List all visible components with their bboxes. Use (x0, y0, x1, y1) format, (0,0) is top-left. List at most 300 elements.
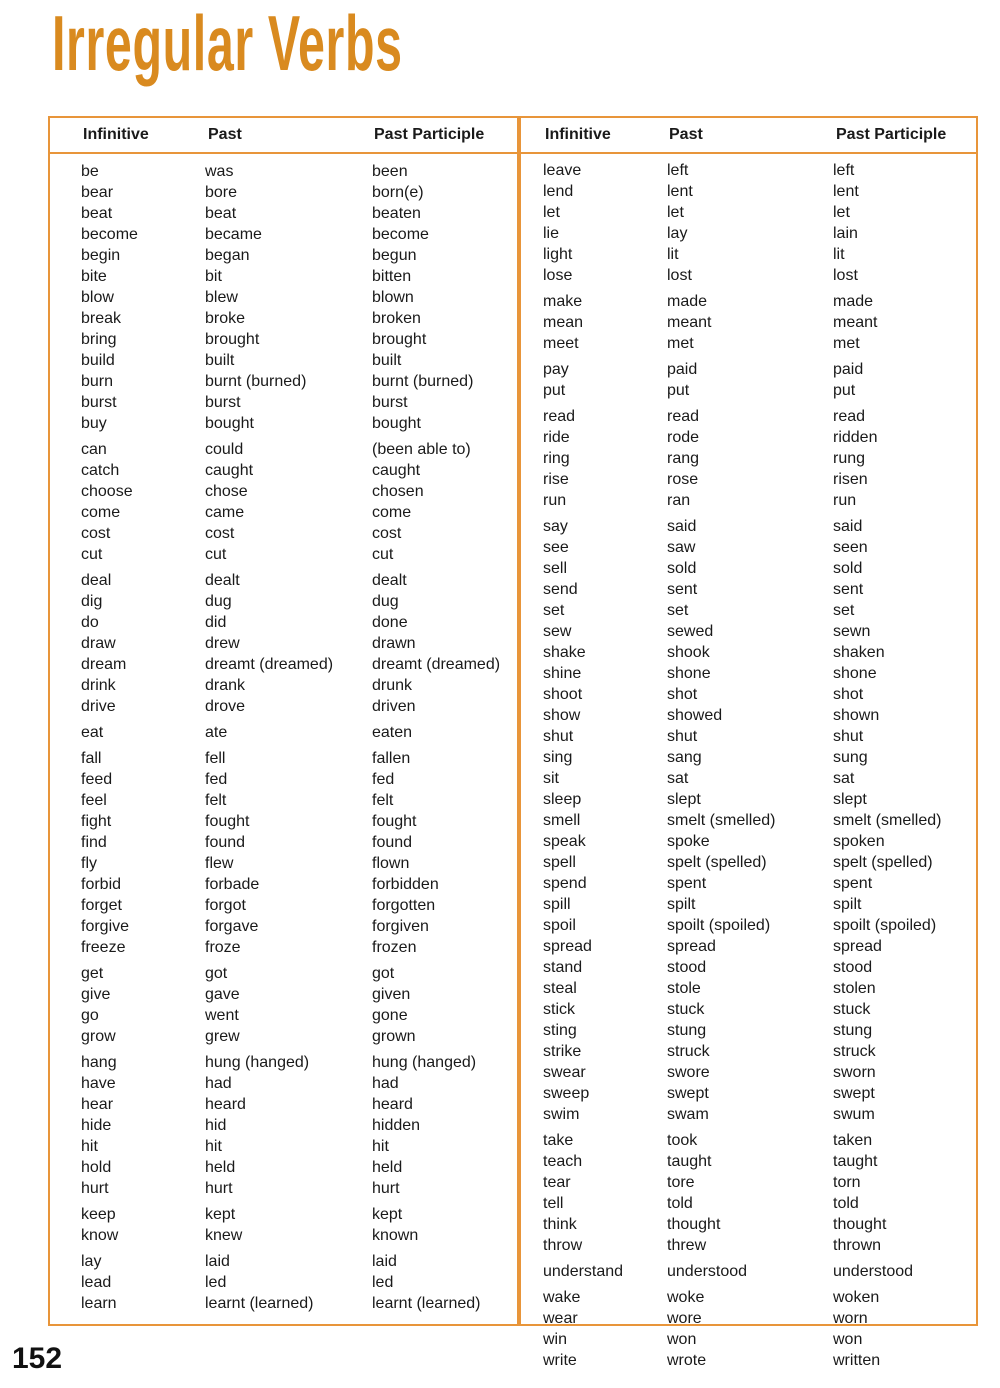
past-cell: sold (667, 560, 697, 577)
table-row (521, 223, 976, 244)
past-participle-cell: sent (833, 581, 864, 598)
table-row (521, 873, 976, 894)
past-participle-cell: put (833, 382, 856, 399)
past-participle-cell: (been able to) (372, 441, 471, 458)
infinitive-cell: be (81, 163, 99, 180)
table-row (521, 333, 976, 354)
past-participle-cell: stuck (833, 1001, 871, 1018)
past-participle-cell: worn (833, 1310, 868, 1327)
past-participle-cell: risen (833, 471, 868, 488)
infinitive-cell: read (543, 408, 576, 425)
past-cell: began (205, 247, 250, 264)
infinitive-cell: wear (543, 1310, 578, 1327)
table-row (521, 768, 976, 789)
past-cell: bought (205, 415, 254, 432)
header-past: Past (208, 126, 242, 143)
infinitive-cell: draw (81, 635, 116, 652)
past-participle-cell: shut (833, 728, 864, 745)
past-cell: let (667, 204, 684, 221)
past-cell: found (205, 834, 246, 851)
past-participle-cell: woken (833, 1289, 880, 1306)
infinitive-cell: ring (543, 450, 570, 467)
past-cell: flew (205, 855, 234, 872)
table-row (521, 579, 976, 600)
past-participle-cell: sold (833, 560, 863, 577)
past-participle-cell: built (372, 352, 402, 369)
past-cell: chose (205, 483, 248, 500)
infinitive-cell: lay (81, 1253, 102, 1270)
table-row (521, 1130, 976, 1151)
past-participle-cell: sworn (833, 1064, 876, 1081)
past-participle-cell: been (372, 163, 408, 180)
past-participle-cell: brought (372, 331, 427, 348)
past-cell: told (667, 1195, 693, 1212)
past-cell: sang (667, 749, 702, 766)
table-row (521, 1193, 976, 1214)
table-row (50, 1005, 518, 1026)
infinitive-cell: go (81, 1007, 99, 1024)
infinitive-cell: dream (81, 656, 127, 673)
infinitive-cell: lend (543, 183, 574, 200)
past-participle-cell: left (833, 162, 855, 179)
past-cell: blew (205, 289, 238, 306)
past-cell: sat (667, 770, 689, 787)
past-participle-cell: paid (833, 361, 864, 378)
past-cell: knew (205, 1227, 243, 1244)
table-row (50, 790, 518, 811)
infinitive-cell: hurt (81, 1180, 109, 1197)
table-row (521, 1350, 976, 1371)
past-participle-cell: heard (372, 1096, 413, 1113)
infinitive-cell: stand (543, 959, 583, 976)
infinitive-cell: learn (81, 1295, 117, 1312)
past-participle-cell: felt (372, 792, 394, 809)
infinitive-cell: hear (81, 1096, 114, 1113)
past-cell: learnt (learned) (205, 1295, 314, 1312)
past-cell: rode (667, 429, 700, 446)
past-participle-cell: sat (833, 770, 855, 787)
past-participle-cell: chosen (372, 483, 424, 500)
header-past: Past (669, 126, 703, 143)
past-participle-cell: hit (372, 1138, 389, 1155)
infinitive-cell: cut (81, 546, 103, 563)
past-cell: stung (667, 1022, 707, 1039)
infinitive-cell: think (543, 1216, 577, 1233)
past-participle-cell: forbidden (372, 876, 439, 893)
infinitive-cell: sew (543, 623, 572, 640)
right-verb-list (521, 154, 976, 1371)
infinitive-cell: shine (543, 665, 582, 682)
past-cell: showed (667, 707, 723, 724)
table-row (521, 663, 976, 684)
past-cell: froze (205, 939, 241, 956)
table-row (50, 811, 518, 832)
infinitive-cell: spell (543, 854, 576, 871)
page-number: 152 (12, 1342, 63, 1375)
past-participle-cell: stung (833, 1022, 873, 1039)
past-participle-cell: spread (833, 938, 882, 955)
past-cell: thought (667, 1216, 721, 1233)
infinitive-cell: spread (543, 938, 592, 955)
past-cell: said (667, 518, 697, 535)
header-past-participle: Past Participle (374, 126, 485, 143)
past-cell: felt (205, 792, 227, 809)
past-cell: swore (667, 1064, 710, 1081)
past-cell: bit (205, 268, 222, 285)
past-cell: beat (205, 205, 237, 222)
past-cell: meant (667, 314, 712, 331)
past-participle-cell: lit (833, 246, 845, 263)
table-row (50, 1225, 518, 1246)
table-row (50, 245, 518, 266)
table-row (521, 244, 976, 265)
right-panel (521, 116, 976, 1371)
past-participle-cell: blown (372, 289, 414, 306)
table-row (521, 160, 976, 181)
infinitive-cell: freeze (81, 939, 126, 956)
past-cell: lit (667, 246, 679, 263)
header-past-participle: Past Participle (836, 126, 947, 143)
infinitive-cell: sleep (543, 791, 582, 808)
past-cell: tore (667, 1174, 695, 1191)
infinitive-cell: can (81, 441, 107, 458)
infinitive-cell: mean (543, 314, 584, 331)
past-cell: went (205, 1007, 239, 1024)
table-row (50, 1026, 518, 1047)
infinitive-cell: fight (81, 813, 112, 830)
past-cell: spelt (spelled) (667, 854, 767, 871)
infinitive-cell: win (543, 1331, 568, 1348)
past-participle-cell: known (372, 1227, 419, 1244)
past-cell: sent (667, 581, 698, 598)
table-row (50, 266, 518, 287)
past-cell: heard (205, 1096, 246, 1113)
table-row (521, 1308, 976, 1329)
past-participle-cell: seen (833, 539, 868, 556)
infinitive-cell: ride (543, 429, 570, 446)
infinitive-cell: drink (81, 677, 116, 694)
past-participle-cell: bought (372, 415, 421, 432)
past-participle-cell: set (833, 602, 855, 619)
table-row (50, 203, 518, 224)
table-row (50, 544, 518, 565)
past-participle-cell: gone (372, 1007, 408, 1024)
past-participle-cell: come (372, 504, 412, 521)
infinitive-cell: know (81, 1227, 119, 1244)
past-cell: had (205, 1075, 232, 1092)
infinitive-cell: steal (543, 980, 577, 997)
infinitive-cell: sell (543, 560, 568, 577)
past-participle-cell: caught (372, 462, 421, 479)
past-cell: caught (205, 462, 254, 479)
table-row (50, 502, 518, 523)
past-cell: smelt (smelled) (667, 812, 776, 829)
infinitive-cell: burn (81, 373, 114, 390)
infinitive-cell: hide (81, 1117, 112, 1134)
table-row (521, 936, 976, 957)
table-row (521, 490, 976, 511)
past-participle-cell: cost (372, 525, 402, 542)
table-row (521, 978, 976, 999)
past-participle-cell: told (833, 1195, 859, 1212)
table-row (50, 853, 518, 874)
past-participle-cell: forgiven (372, 918, 429, 935)
past-participle-cell: thought (833, 1216, 887, 1233)
past-participle-cell: spent (833, 875, 873, 892)
infinitive-cell: take (543, 1132, 574, 1149)
table-row (521, 705, 976, 726)
past-cell: made (667, 293, 708, 310)
past-participle-cell: fought (372, 813, 417, 830)
past-participle-cell: flown (372, 855, 410, 872)
past-cell: wrote (667, 1352, 707, 1369)
past-participle-cell: eaten (372, 724, 413, 741)
infinitive-cell: feed (81, 771, 113, 788)
table-row (521, 1041, 976, 1062)
infinitive-cell: see (543, 539, 569, 556)
past-cell: got (205, 965, 228, 982)
past-participle-cell: rung (833, 450, 866, 467)
past-participle-cell: shone (833, 665, 877, 682)
infinitive-cell: forbid (81, 876, 122, 893)
past-participle-cell: taught (833, 1153, 878, 1170)
past-participle-cell: become (372, 226, 429, 243)
past-cell: hurt (205, 1180, 233, 1197)
table-row (50, 1094, 518, 1115)
past-participle-cell: done (372, 614, 408, 631)
past-cell: fed (205, 771, 228, 788)
table-row (50, 481, 518, 502)
past-participle-cell: meant (833, 314, 878, 331)
past-cell: saw (667, 539, 696, 556)
past-cell: forbade (205, 876, 260, 893)
infinitive-cell: leave (543, 162, 582, 179)
table-row (521, 1287, 976, 1308)
infinitive-cell: keep (81, 1206, 116, 1223)
past-cell: shone (667, 665, 711, 682)
infinitive-cell: smell (543, 812, 581, 829)
past-participle-cell: kept (372, 1206, 403, 1223)
past-cell: kept (205, 1206, 236, 1223)
table-row (521, 202, 976, 223)
table-row (521, 684, 976, 705)
past-cell: struck (667, 1043, 710, 1060)
past-participle-cell: dealt (372, 572, 407, 589)
table-row (50, 1157, 518, 1178)
table-row (521, 265, 976, 286)
table-row (521, 537, 976, 558)
table-row (50, 413, 518, 434)
infinitive-cell: make (543, 293, 583, 310)
past-cell: drove (205, 698, 246, 715)
past-cell: won (667, 1331, 697, 1348)
infinitive-cell: break (81, 310, 122, 327)
past-cell: grew (205, 1028, 240, 1045)
table-row (521, 406, 976, 427)
table-row (50, 439, 518, 460)
past-participle-cell: grown (372, 1028, 416, 1045)
table-row (50, 1136, 518, 1157)
infinitive-cell: find (81, 834, 107, 851)
past-participle-cell: hurt (372, 1180, 400, 1197)
past-cell: wore (667, 1310, 702, 1327)
past-cell: taught (667, 1153, 712, 1170)
infinitive-cell: forgive (81, 918, 130, 935)
past-cell: forgave (205, 918, 259, 935)
past-cell: cost (205, 525, 235, 542)
past-participle-cell: found (372, 834, 413, 851)
past-participle-cell: shot (833, 686, 864, 703)
past-participle-cell: had (372, 1075, 399, 1092)
past-cell: drew (205, 635, 240, 652)
past-cell: shook (667, 644, 710, 661)
past-cell: understood (667, 1263, 748, 1280)
past-cell: hit (205, 1138, 222, 1155)
past-participle-cell: made (833, 293, 874, 310)
past-cell: lay (667, 225, 688, 242)
past-participle-cell: run (833, 492, 857, 509)
past-participle-cell: dreamt (dreamed) (372, 656, 501, 673)
past-participle-cell: driven (372, 698, 416, 715)
table-row (521, 1235, 976, 1256)
past-cell: read (667, 408, 700, 425)
infinitive-cell: swim (543, 1106, 580, 1123)
infinitive-cell: send (543, 581, 578, 598)
infinitive-cell: hold (81, 1159, 112, 1176)
infinitive-cell: forget (81, 897, 122, 914)
past-participle-cell: learnt (learned) (372, 1295, 481, 1312)
infinitive-cell: throw (543, 1237, 583, 1254)
past-participle-cell: stood (833, 959, 873, 976)
infinitive-cell: shoot (543, 686, 583, 703)
past-participle-cell: understood (833, 1263, 914, 1280)
infinitive-cell: shake (543, 644, 586, 661)
past-participle-cell: begun (372, 247, 417, 264)
past-cell: lost (667, 267, 692, 284)
past-participle-cell: lost (833, 267, 858, 284)
infinitive-cell: blow (81, 289, 114, 306)
past-cell: stood (667, 959, 707, 976)
table-row (50, 182, 518, 203)
left-header (50, 116, 518, 154)
past-cell: broke (205, 310, 246, 327)
past-cell: spread (667, 938, 716, 955)
table-row (50, 984, 518, 1005)
past-cell: stole (667, 980, 701, 997)
past-cell: forgot (205, 897, 246, 914)
table-row (50, 1115, 518, 1136)
past-participle-cell: spoken (833, 833, 885, 850)
table-row (521, 789, 976, 810)
infinitive-cell: shut (543, 728, 574, 745)
past-participle-cell: shown (833, 707, 880, 724)
table-row (50, 1052, 518, 1073)
table-row (521, 726, 976, 747)
past-participle-cell: burnt (burned) (372, 373, 474, 390)
past-cell: rose (667, 471, 699, 488)
table-row (521, 291, 976, 312)
past-participle-cell: spelt (spelled) (833, 854, 933, 871)
infinitive-cell: choose (81, 483, 133, 500)
infinitive-cell: have (81, 1075, 116, 1092)
table-row (50, 224, 518, 245)
right-header (521, 116, 976, 154)
past-participle-cell: forgotten (372, 897, 436, 914)
table-row (521, 1214, 976, 1235)
past-participle-cell: born(e) (372, 184, 424, 201)
past-cell: cut (205, 546, 227, 563)
infinitive-cell: become (81, 226, 138, 243)
infinitive-cell: get (81, 965, 104, 982)
past-cell: bore (205, 184, 238, 201)
past-participle-cell: broken (372, 310, 421, 327)
past-cell: woke (667, 1289, 705, 1306)
table-row (50, 161, 518, 182)
past-participle-cell: burst (372, 394, 408, 411)
infinitive-cell: hit (81, 1138, 98, 1155)
infinitive-cell: tell (543, 1195, 564, 1212)
past-participle-cell: swept (833, 1085, 875, 1102)
table-row (50, 523, 518, 544)
table-row (50, 612, 518, 633)
infinitive-cell: come (81, 504, 121, 521)
infinitive-cell: grow (81, 1028, 116, 1045)
past-participle-cell: lain (833, 225, 858, 242)
infinitive-cell: let (543, 204, 560, 221)
past-participle-cell: fallen (372, 750, 411, 767)
infinitive-cell: swear (543, 1064, 586, 1081)
past-participle-cell: said (833, 518, 863, 535)
past-cell: stuck (667, 1001, 705, 1018)
past-participle-cell: sung (833, 749, 868, 766)
table-row (50, 392, 518, 413)
past-participle-cell: taken (833, 1132, 873, 1149)
table-row (50, 1272, 518, 1293)
infinitive-cell: teach (543, 1153, 583, 1170)
past-participle-cell: stolen (833, 980, 876, 997)
infinitive-cell: beat (81, 205, 113, 222)
infinitive-cell: bite (81, 268, 107, 285)
infinitive-cell: sit (543, 770, 559, 787)
past-cell: sewed (667, 623, 714, 640)
table-row (50, 916, 518, 937)
past-participle-cell: drunk (372, 677, 413, 694)
infinitive-cell: sting (543, 1022, 577, 1039)
table-row (521, 1172, 976, 1193)
infinitive-cell: catch (81, 462, 120, 479)
table-row (50, 1178, 518, 1199)
infinitive-cell: spend (543, 875, 587, 892)
table-row (50, 308, 518, 329)
past-cell: lent (667, 183, 693, 200)
past-participle-cell: cut (372, 546, 394, 563)
table-row (521, 600, 976, 621)
past-cell: swam (667, 1106, 709, 1123)
past-cell: spent (667, 875, 707, 892)
infinitive-cell: run (543, 492, 567, 509)
past-cell: became (205, 226, 262, 243)
table-row (50, 633, 518, 654)
past-participle-cell: spoilt (spoiled) (833, 917, 937, 934)
infinitive-cell: pay (543, 361, 569, 378)
page-title: Irregular Verbs (52, 0, 403, 87)
table-row (521, 747, 976, 768)
past-cell: spoke (667, 833, 710, 850)
table-row (521, 516, 976, 537)
past-participle-cell: fed (372, 771, 395, 788)
past-participle-cell: won (833, 1331, 863, 1348)
table-row (50, 769, 518, 790)
